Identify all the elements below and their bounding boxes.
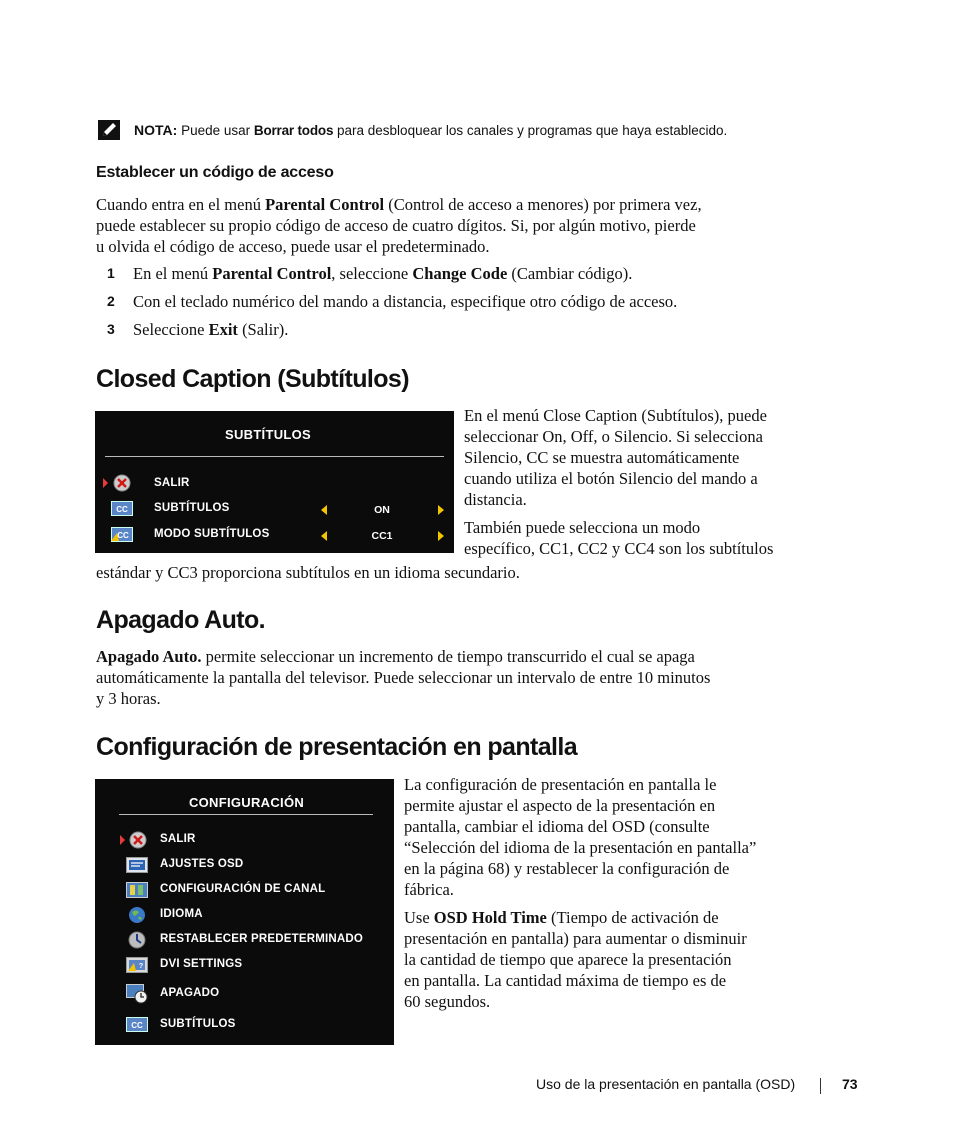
cc-description-continued: estándar y CC3 proporciona subtítulos en un idioma secundario.: [96, 563, 520, 582]
access-code-heading: Establecer un código de acceso: [96, 164, 334, 181]
note-text-after: para desbloquear los canales y programas que haya establecido.: [337, 123, 728, 138]
step-3: 3 Seleccione Exit (Salir).: [107, 320, 289, 339]
exit-icon: [113, 474, 131, 492]
cc-menu-item-exit[interactable]: SALIR: [154, 477, 190, 489]
config-osd-title: CONFIGURACIÓN: [188, 795, 305, 810]
note: [96, 120, 876, 141]
config-menu-item-subtitles[interactable]: SUBTÍTULOS: [160, 1018, 236, 1030]
auto-off-heading: Apagado Auto.: [96, 606, 266, 634]
cc-icon: [126, 1017, 148, 1032]
cc-subtitles-right-arrow-icon[interactable]: [438, 505, 444, 515]
config-osd-divider: [119, 814, 373, 815]
page-number: 73: [842, 1076, 858, 1092]
cc-osd-panel: [95, 411, 454, 553]
note-label: NOTA:: [134, 122, 178, 138]
cc-mode-icon: [111, 527, 133, 542]
svg-text:CC: CC: [131, 1021, 143, 1030]
clock-icon: [126, 984, 148, 1004]
selection-marker-icon: [120, 835, 125, 845]
globe-icon: [128, 906, 146, 924]
config-menu-item-channel-setup[interactable]: CONFIGURACIÓN DE CANAL: [160, 883, 326, 895]
svg-text:CC: CC: [117, 531, 129, 540]
osd-settings-icon: [126, 857, 148, 873]
config-menu-item-reset-defaults[interactable]: RESTABLECER PREDETERMINADO: [160, 933, 364, 945]
osd-config-heading: Configuración de presentación en pantalla: [96, 733, 578, 761]
cc-osd-title: SUBTÍTULOS: [224, 427, 312, 442]
cc-menu-item-subtitles[interactable]: SUBTÍTULOS: [154, 502, 230, 514]
cc-mode-value: CC1: [371, 530, 393, 542]
cc-description: En el menú Close Caption (Subtítulos), puede seleccionar On, Off, o Silencio. Si selecciona Silencio, CC se muestra automáticamente cuando utiliza el botón Silencio del mando a distancia. También puede selecciona un modo específico, CC1, CC2 y CC4 son los subtítulos: [464, 406, 774, 558]
config-menu-item-exit[interactable]: SALIR: [160, 833, 196, 845]
closed-caption-heading: Closed Caption (Subtítulos): [96, 365, 409, 393]
note-code: Borrar todos: [253, 123, 334, 138]
osd-config-description: La configuración de presentación en pantalla le permite ajustar el aspecto de la presentación en pantalla, cambiar el idioma del OSD (consulte “Selección del idioma de la presentación en pantalla” en la página 68) y restablecer la configuración de fábrica. Use OSD Hold Time (Tiempo de activación de presentación en pantalla) para aumentar o disminuir la cantidad de tiempo que aparece la presentación en pantalla. La cantidad máxima de tiempo es de 60 segundos.: [404, 775, 757, 1011]
footer-chapter-title: Uso de la presentación en pantalla (OSD): [536, 1076, 796, 1092]
selection-marker-icon: [103, 478, 108, 488]
auto-off-description: Apagado Auto. permite seleccionar un incremento de tiempo transcurrido el cual se apaga automáticamente la pantalla del televisor. Puede seleccionar un intervalo de entre 10 minutos y 3 horas.: [96, 647, 711, 708]
config-menu-item-dvi-settings[interactable]: DVI SETTINGS: [160, 958, 243, 970]
svg-text:?: ?: [138, 963, 144, 970]
cc-mode-right-arrow-icon[interactable]: [438, 531, 444, 541]
config-menu-item-sleep[interactable]: APAGADO: [160, 987, 220, 999]
access-code-intro: Cuando entra en el menú Parental Control (Control de acceso a menores) por primera vez, puede establecer su propio código de acceso de cuatro dígitos. Si, por algún motivo, pierde u olvida el código de acceso, puede usar el predeterminado.: [96, 195, 702, 256]
cc-icon: [111, 501, 133, 516]
config-menu-item-language[interactable]: IDIOMA: [160, 908, 203, 920]
cc-osd-divider: [105, 456, 444, 457]
exit-icon: [129, 831, 147, 849]
cc-mode-left-arrow-icon[interactable]: [321, 531, 327, 541]
footer-separator: [820, 1078, 821, 1094]
note-text-before: Puede usar: [181, 123, 251, 138]
channel-icon: [126, 882, 148, 898]
step-1: 1 En el menú Parental Control, seleccione Change Code (Cambiar código).: [107, 264, 633, 283]
dvi-icon: [126, 957, 148, 973]
cc-subtitles-left-arrow-icon[interactable]: [321, 505, 327, 515]
reset-icon: [128, 931, 146, 949]
config-osd-panel: [95, 779, 394, 1045]
svg-text:CC: CC: [116, 505, 128, 514]
config-menu-item-osd-settings[interactable]: AJUSTES OSD: [160, 858, 244, 870]
step-2: 2 Con el teclado numérico del mando a distancia, especifique otro código de acceso.: [107, 292, 678, 311]
cc-menu-item-mode[interactable]: MODO SUBTÍTULOS: [154, 528, 270, 540]
access-code-steps: [96, 263, 816, 347]
cc-subtitles-value: ON: [374, 504, 390, 516]
